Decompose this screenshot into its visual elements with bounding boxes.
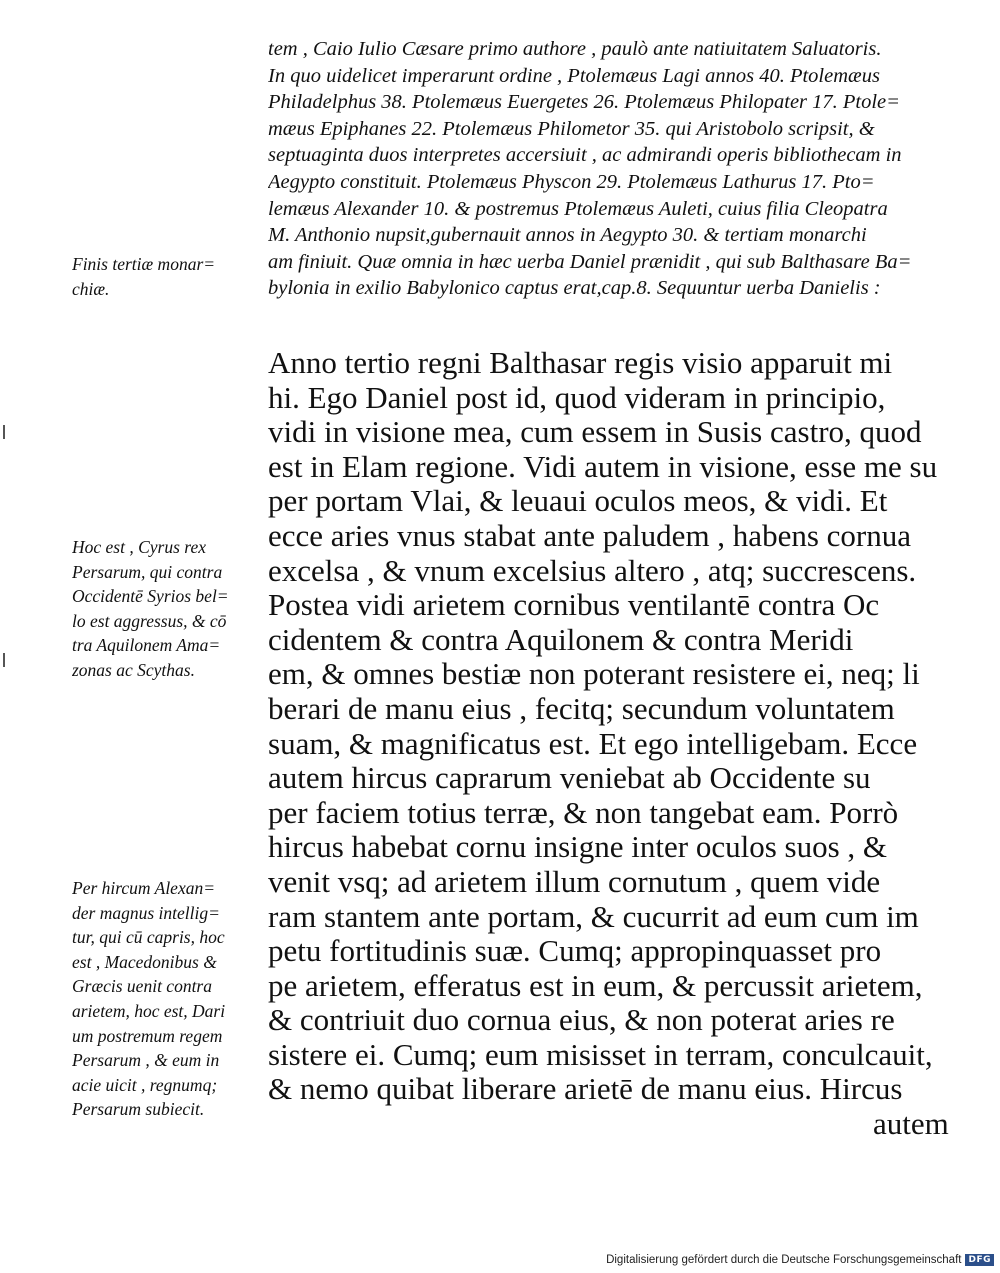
text-line: berari de manu eius , fecitq; secundum voluntatem	[268, 691, 895, 726]
text-line: em, & omnes bestiæ non poterant resistere ei, neq; li	[268, 657, 920, 692]
gloss-line: acie uicit , regnumq;	[72, 1074, 218, 1095]
gloss-line: Occidentē Syrios bel=	[72, 586, 229, 607]
text-line: hi. Ego Daniel post id, quod videram in principio,	[268, 380, 886, 415]
scan-edge-mark	[3, 425, 5, 439]
intro-line: bylonia in exilio Babylonico captus erat,cap.8. Sequuntur uerba Danielis :	[268, 277, 881, 300]
text-line: Anno tertio regni Balthasar regis visio apparuit mi	[268, 346, 893, 380]
gloss-line: arietem, hoc est, Dari	[72, 1000, 226, 1021]
text-line: hircus habebat cornu insigne inter oculos suos , &	[268, 830, 888, 865]
intro-line: Aegypto constituit. Ptolemæus Physcon 29. Ptolemæus Lathurus 17. Pto=	[268, 170, 875, 193]
text-line: & contriuit duo cornua eius, & non poterat aries re	[268, 1003, 895, 1038]
intro-line: tem , Caio Iulio Cæsare primo authore , paulò ante natiuitatem Saluatoris.	[268, 38, 882, 60]
text-line: vidi in visione mea, cum essem in Susis castro, quod	[268, 415, 922, 450]
gloss-line: um postremum regem	[72, 1025, 223, 1046]
gloss-line: Hoc est , Cyrus rex	[72, 537, 206, 557]
dfg-logo: DFG	[965, 1254, 994, 1266]
margin-gloss-end-of-monarchy	[72, 252, 262, 301]
scan-edge-mark	[3, 653, 5, 667]
intro-line: Philadelphus 38. Ptolemæus Euergetes 26. Ptolemæus Philopater 17. Ptole=	[268, 91, 900, 114]
gloss-line: zonas ac Scythas.	[72, 659, 195, 680]
gloss-line: lo est aggressus, & cō	[72, 610, 227, 631]
text-line: suam, & magnificatus est. Et ego intelligebam. Ecce	[268, 726, 918, 761]
margin-gloss-alexander	[72, 876, 262, 1122]
footer-credit: Digitalisierung gefördert durch die Deutsche Forschungsgemeinschaft	[606, 1254, 962, 1266]
text-line: per faciem totius terræ, & non tangebat eam. Porrò	[268, 795, 899, 830]
text-line: per portam Vlai, & leuaui oculos meos, & vidi. Et	[268, 484, 888, 519]
text-line: pe arietem, efferatus est in eum, & percussit arietem,	[268, 968, 923, 1003]
gloss-line: der magnus intellig=	[72, 902, 220, 923]
intro-line: mæus Epiphanes 22. Ptolemæus Philometor 35. qui Aristobolo scripsit, &	[268, 117, 875, 140]
gloss-line: est , Macedonibus &	[72, 951, 217, 972]
text-line: & nemo quibat liberare arietē de manu eius. Hircus	[268, 1072, 903, 1107]
text-line: sistere ei. Cumq; eum misisset in terram, conculcauit,	[268, 1037, 933, 1072]
main-text	[268, 346, 958, 1142]
text-line: autem hircus caprarum veniebat ab Occidente su	[268, 761, 871, 796]
text-line: cidentem & contra Aquilonem & contra Meridi	[268, 622, 854, 657]
text-line: ram stantem ante portam, & cucurrit ad eum cum im	[268, 899, 919, 934]
gloss-line: Græcis uenit contra	[72, 976, 212, 997]
gloss-line: Per hircum Alexan=	[72, 878, 216, 898]
digitization-footer	[606, 1252, 994, 1268]
gloss-line: chiæ.	[72, 278, 110, 299]
gloss-line: tra Aquilonem Ama=	[72, 635, 221, 656]
intro-paragraph	[268, 36, 958, 302]
gloss-line: Finis tertiæ monar=	[72, 254, 216, 274]
catchword: autem	[873, 1107, 949, 1142]
gloss-line: tur, qui cū capris, hoc	[72, 927, 225, 948]
text-line: ecce aries vnus stabat ante paludem , habens cornua	[268, 518, 911, 553]
intro-line: In quo uidelicet imperarunt ordine , Ptolemæus Lagi annos 40. Ptolemæus	[268, 64, 880, 87]
text-line: excelsa , & vnum excelsius altero , atq; succrescens.	[268, 553, 917, 588]
text-line: Postea vidi arietem cornibus ventilantē contra Oc	[268, 588, 880, 623]
text-line: venit vsq; ad arietem illum cornutum , quem vide	[268, 864, 881, 899]
intro-line: am finiuit. Quæ omnia in hæc uerba Daniel prænidit , qui sub Balthasare Ba=	[268, 250, 912, 273]
gloss-line: Persarum , & eum in	[72, 1050, 220, 1071]
text-line: petu fortitudinis suæ. Cumq; appropinquasset pro	[268, 934, 882, 969]
gloss-line: Persarum, qui contra	[72, 561, 223, 582]
intro-line: M. Anthonio nupsit,gubernauit annos in Aegypto 30. & tertiam monarchi	[268, 224, 867, 247]
intro-line: septuaginta duos interpretes accersiuit , ac admirandi operis bibliothecam in	[268, 144, 902, 167]
text-line: est in Elam regione. Vidi autem in visione, esse me su	[268, 449, 938, 484]
gloss-line: Persarum subiecit.	[72, 1099, 205, 1120]
intro-line: lemæus Alexander 10. & postremus Ptolemæus Auleti, cuius filia Cleopatra	[268, 197, 888, 220]
margin-gloss-cyrus	[72, 535, 262, 683]
